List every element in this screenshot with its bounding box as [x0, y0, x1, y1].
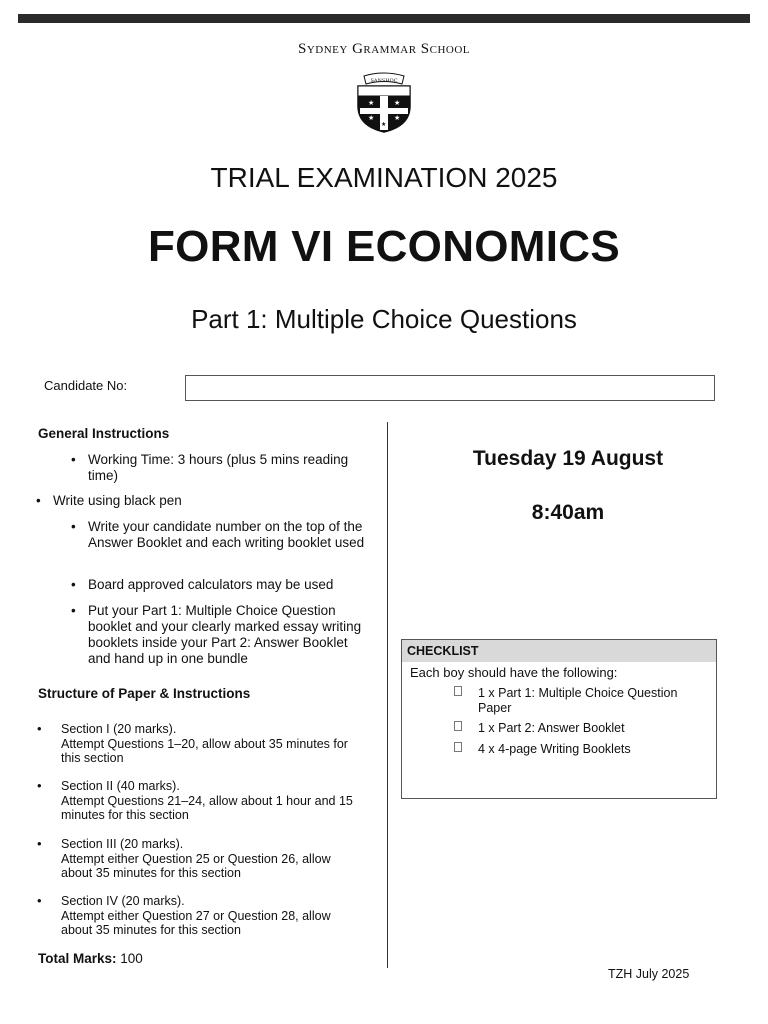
- checklist-item-label: 1 x Part 1: Multiple Choice Question Paper: [478, 686, 678, 715]
- bullet-icon: •: [71, 519, 76, 534]
- crest-motto: SANSHOC: [370, 78, 398, 84]
- bullet-icon: •: [37, 836, 42, 851]
- instruction-text: Write using black pen: [53, 493, 182, 508]
- bullet-icon: •: [71, 603, 76, 618]
- part-title: Part 1: Multiple Choice Questions: [191, 304, 577, 334]
- footer-code: TZH July 2025: [608, 967, 690, 981]
- exam-title: TRIAL EXAMINATION 2025: [210, 162, 558, 193]
- checklist-heading: CHECKLIST: [402, 640, 716, 662]
- total-marks-value: 100: [120, 951, 143, 966]
- exam-time: 8:40am: [531, 501, 605, 524]
- subject-title: FORM VI ECONOMICS: [148, 222, 620, 271]
- checklist-intro: Each boy should have the following:: [410, 665, 618, 680]
- section-title: Section II (40 marks).: [61, 779, 180, 793]
- instruction-item: [36, 493, 373, 509]
- structure-heading: Structure of Paper & Instructions: [38, 686, 251, 701]
- svg-text:★: ★: [381, 121, 387, 128]
- school-crest-icon: [356, 72, 412, 134]
- checklist-item-label: 4 x 4-page Writing Booklets: [478, 742, 631, 756]
- section-detail: Attempt Questions 1–20, allow about 35 minutes for this section: [61, 736, 348, 765]
- checkbox-icon: [454, 686, 462, 696]
- section-detail: Attempt either Question 27 or Question 28, allow about 35 minutes for this section: [61, 908, 331, 937]
- bullet-icon: •: [37, 893, 42, 908]
- checklist-item: [478, 686, 678, 715]
- svg-text:★: ★: [368, 114, 375, 122]
- instruction-item: [71, 452, 373, 484]
- instruction-text: Put your Part 1: Multiple Choice Question booklet and your clearly marked essay writing booklets inside your Part 2: Answer Booklet and hand up in one bundle: [88, 603, 362, 666]
- exam-date: Tuesday 19 August: [472, 447, 664, 470]
- total-marks: [38, 951, 143, 966]
- section-item: [37, 836, 361, 881]
- svg-text:★: ★: [368, 99, 375, 107]
- checklist-item-label: 1 x Part 2: Answer Booklet: [478, 721, 625, 735]
- top-bar: [18, 14, 750, 23]
- bullet-icon: •: [37, 778, 42, 793]
- svg-text:★: ★: [394, 114, 401, 122]
- bullet-icon: •: [71, 577, 76, 592]
- section-item: [37, 893, 361, 938]
- checkbox-icon: [454, 742, 462, 752]
- section-item: [37, 721, 361, 766]
- section-title: Section IV (20 marks).: [61, 894, 185, 908]
- instruction-item: [71, 577, 373, 593]
- svg-text:★: ★: [394, 99, 401, 107]
- school-name: Sydney Grammar School: [297, 41, 471, 57]
- general-instructions-heading: General Instructions: [38, 426, 170, 441]
- checklist-item: [478, 742, 678, 757]
- bullet-icon: •: [36, 493, 41, 508]
- total-marks-label: Total Marks:: [38, 951, 117, 966]
- instruction-text: Write your candidate number on the top of the Answer Booklet and each writing booklet used: [88, 519, 365, 550]
- instruction-text: Board approved calculators may be used: [88, 577, 334, 592]
- bullet-icon: •: [71, 452, 76, 467]
- instruction-text: Working Time: 3 hours (plus 5 mins reading time): [88, 452, 349, 483]
- checklist-item: [478, 721, 678, 736]
- candidate-number-input[interactable]: [185, 375, 715, 401]
- section-item: [37, 778, 361, 823]
- instruction-item: [71, 519, 373, 551]
- section-detail: Attempt Questions 21–24, allow about 1 hour and 15 minutes for this section: [61, 793, 353, 822]
- bullet-icon: •: [37, 721, 42, 736]
- section-detail: Attempt either Question 25 or Question 26, allow about 35 minutes for this section: [61, 851, 331, 880]
- instruction-item: [71, 603, 373, 667]
- checkbox-icon: [454, 721, 462, 731]
- checklist-box: [401, 639, 717, 799]
- candidate-number-label: Candidate No:: [44, 378, 128, 393]
- section-title: Section III (20 marks).: [61, 837, 184, 851]
- section-title: Section I (20 marks).: [61, 722, 177, 736]
